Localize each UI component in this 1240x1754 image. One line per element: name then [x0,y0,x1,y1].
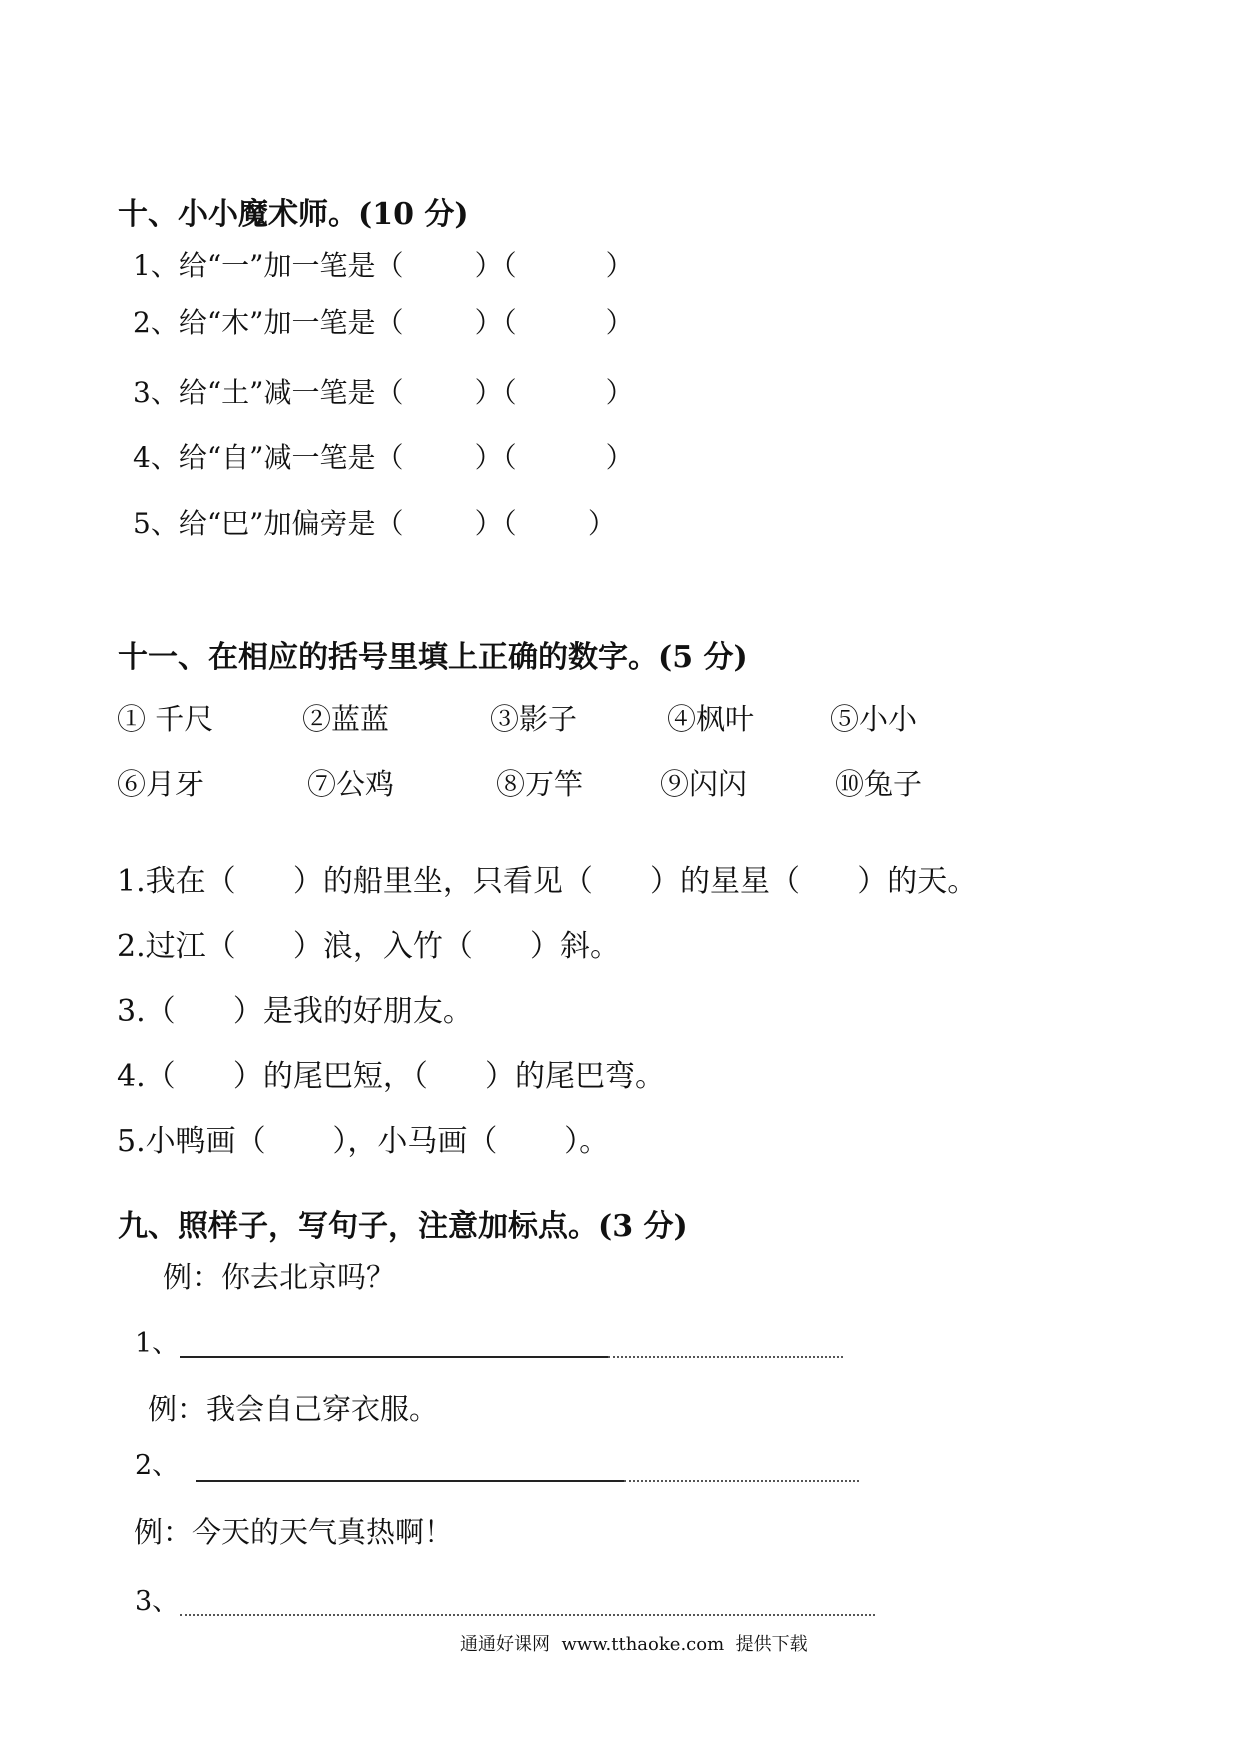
footer-text: 通通好课网 www.tthaoke.com 提供下载 [460,1634,808,1655]
word-option-1: ① 千尺 [117,702,214,736]
section-11-question-5: 5.小鸭画（ ），小马画（ ）。 [117,1124,610,1159]
answer-line-1-solid[interactable] [180,1356,608,1358]
word-option-6: ⑥月牙 [117,767,205,801]
example-sentence-1: 例：你去北京吗？ [163,1260,396,1294]
section-11-question-3: 3.（ ）是我的好朋友。 [117,994,473,1029]
answer-line-3-dotted[interactable] [180,1614,875,1616]
word-option-5: ⑤小小 [830,702,918,736]
word-option-9: ⑨闪闪 [660,767,748,801]
answer-line-2-dotted[interactable] [624,1480,859,1482]
section-11-question-4: 4.（ ）的尾巴短，（ ）的尾巴弯。 [117,1059,666,1094]
answer-number-3: 3、 [135,1586,180,1617]
section-10-heading: 十、小小魔术师。(10 分) [118,197,469,232]
section-11-question-2: 2.过江（ ）浪，入竹（ ）斜。 [117,929,621,964]
word-option-10: ⑩兔子 [835,767,923,801]
word-option-4: ④枫叶 [667,702,755,736]
example-sentence-3: 例：今天的天气真热啊！ [134,1515,454,1549]
answer-line-1-dotted[interactable] [608,1356,843,1358]
section-9-heading: 九、照样子，写句子，注意加标点。(3 分) [118,1209,688,1244]
answer-number-2: 2、 [135,1450,180,1481]
section-11-heading: 十一、在相应的括号里填上正确的数字。(5 分) [118,640,748,675]
section-10-question-1: 1、给“一”加一笔是（ ）（ ） [133,249,634,282]
answer-number-1: 1、 [135,1328,180,1359]
example-sentence-2: 例：我会自己穿衣服。 [148,1392,439,1426]
word-option-7: ⑦公鸡 [307,767,395,801]
section-10-question-4: 4、给“自”减一笔是（ ）（ ） [133,441,634,474]
word-option-2: ②蓝蓝 [302,702,390,736]
section-11-question-1: 1.我在（ ）的船里坐，只看见（ ）的星星（ ）的天。 [117,864,978,899]
word-option-8: ⑧万竿 [496,767,584,801]
section-10-question-5: 5、给“巴”加偏旁是（ ）（ ） [133,507,616,540]
word-option-3: ③影子 [490,702,578,736]
answer-line-2-solid[interactable] [196,1480,624,1482]
section-10-question-3: 3、给“土”减一笔是（ ）（ ） [133,376,634,409]
section-10-question-2: 2、给“木”加一笔是（ ）（ ） [133,306,634,339]
